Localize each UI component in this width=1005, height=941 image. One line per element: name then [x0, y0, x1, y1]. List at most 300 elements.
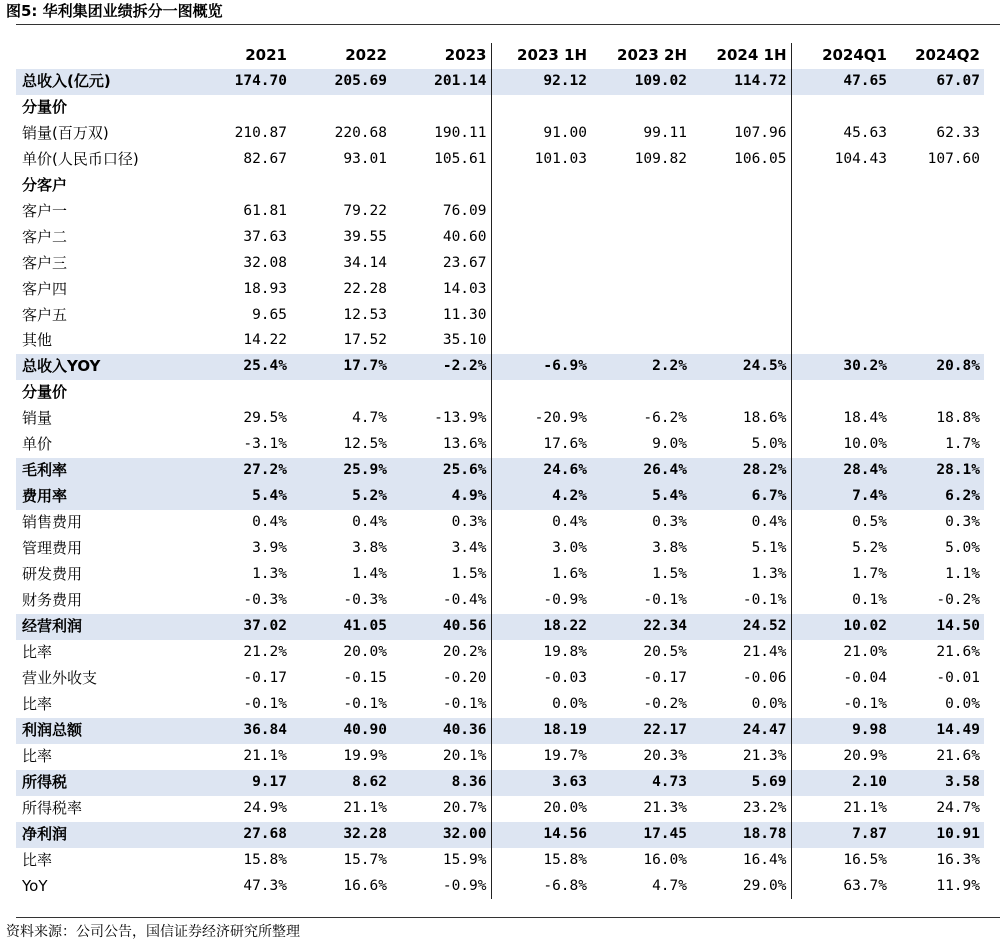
table-cell: 5.69 — [691, 770, 791, 796]
top-rule — [16, 24, 1000, 25]
table-row — [16, 484, 984, 510]
table-cell: 21.6% — [936, 747, 980, 764]
table-cell: 40.56 — [391, 614, 491, 640]
table-cell: 3.8% — [652, 540, 687, 557]
table-cell: 17.6% — [543, 436, 587, 453]
table-row — [16, 251, 984, 277]
row-label: YoY — [22, 876, 48, 895]
table-cell — [491, 173, 591, 199]
table-cell: 1.5% — [652, 566, 687, 583]
table-cell — [491, 251, 591, 277]
table-cell: 3.8% — [352, 540, 387, 557]
table-cell: -3.1% — [243, 436, 287, 453]
bottom-rule — [16, 917, 1000, 918]
table-cell: 107.96 — [691, 121, 791, 147]
table-row — [16, 614, 984, 640]
table-row — [16, 406, 984, 432]
table-cell: 5.4% — [591, 484, 691, 510]
table-cell: -0.03 — [543, 669, 587, 686]
table-cell — [591, 199, 691, 225]
table-cell: 20.8% — [891, 354, 984, 380]
table-cell: 3.9% — [252, 540, 287, 557]
table-row — [16, 173, 984, 199]
table-cell: 9.65 — [252, 306, 287, 323]
table-cell — [591, 277, 691, 303]
table-row — [16, 328, 984, 354]
table-cell: 8.62 — [291, 770, 391, 796]
row-label: 客户五 — [22, 305, 68, 324]
table-cell: 14.50 — [891, 614, 984, 640]
table-cell — [591, 251, 691, 277]
table-cell — [891, 95, 984, 121]
table-cell: 35.10 — [391, 328, 491, 354]
table-cell: 12.5% — [343, 436, 387, 453]
column-header: 2022 — [345, 46, 387, 64]
table-cell: 28.1% — [891, 458, 984, 484]
table-cell: 92.12 — [491, 69, 591, 95]
row-label: 比率 — [22, 694, 53, 713]
table-cell: 210.87 — [234, 124, 287, 141]
table-cell: 61.81 — [243, 202, 287, 219]
table-cell: 0.5% — [852, 514, 887, 531]
table-row — [16, 822, 984, 848]
table-cell: 7.4% — [791, 484, 891, 510]
table-row — [16, 69, 984, 95]
table-cell: 39.55 — [343, 228, 387, 245]
row-label: 总收入(亿元) — [16, 69, 191, 95]
table-row — [16, 458, 984, 484]
table-cell: 6.2% — [891, 484, 984, 510]
table-cell: 201.14 — [391, 69, 491, 95]
row-label: 管理费用 — [22, 539, 83, 558]
column-header: 2023 1H — [517, 46, 587, 64]
table-cell — [891, 328, 984, 354]
table-cell: 37.02 — [191, 614, 291, 640]
table-cell: 4.2% — [491, 484, 591, 510]
row-label: 毛利率 — [16, 458, 191, 484]
header-row — [16, 43, 984, 69]
table-row — [16, 874, 984, 900]
table-cell: 13.6% — [391, 432, 491, 458]
table-cell — [291, 95, 391, 121]
table-cell — [891, 277, 984, 303]
table-row — [16, 562, 984, 588]
table-cell — [791, 380, 891, 406]
table-cell: 76.09 — [391, 199, 491, 225]
row-label: 所得税率 — [22, 798, 83, 817]
table-cell: -0.01 — [936, 669, 980, 686]
table-cell — [791, 225, 891, 251]
table-cell: 14.22 — [243, 332, 287, 349]
table-cell: 0.1% — [852, 592, 887, 609]
table-row — [16, 147, 984, 173]
table-cell: -0.1% — [343, 695, 387, 712]
table-row — [16, 666, 984, 692]
row-label: 比率 — [22, 850, 53, 869]
table-cell: 24.7% — [936, 799, 980, 816]
table-cell: 32.28 — [291, 822, 391, 848]
table-cell: 1.1% — [945, 566, 980, 583]
table-cell: 79.22 — [343, 202, 387, 219]
table-cell: 9.98 — [791, 718, 891, 744]
table-cell — [291, 173, 391, 199]
table-cell: 16.3% — [936, 851, 980, 868]
financial-breakdown-table — [16, 43, 984, 899]
table-cell: 109.82 — [634, 150, 687, 167]
table-cell: 19.8% — [543, 643, 587, 660]
table-cell — [391, 380, 491, 406]
table-cell: 26.4% — [591, 458, 691, 484]
table-cell: 114.72 — [691, 69, 791, 95]
table-cell: 1.4% — [352, 566, 387, 583]
table-cell — [791, 251, 891, 277]
table-cell: 5.4% — [191, 484, 291, 510]
table-cell — [491, 303, 591, 329]
source-note: 资料来源：公司公告，国信证券经济研究所整理 — [6, 924, 300, 940]
table-cell — [891, 199, 984, 225]
table-row — [16, 95, 984, 121]
table-cell: 1.3% — [252, 566, 287, 583]
table-cell — [491, 277, 591, 303]
table-cell: 21.3% — [691, 744, 791, 770]
table-cell: 4.7% — [652, 877, 687, 894]
table-cell: 41.05 — [291, 614, 391, 640]
table-cell: -0.3% — [243, 592, 287, 609]
table-row — [16, 225, 984, 251]
table-cell: 23.67 — [391, 251, 491, 277]
row-label: 总收入YOY — [16, 354, 191, 380]
table-cell: 109.02 — [591, 69, 691, 95]
table-cell: 34.14 — [343, 254, 387, 271]
table-cell: 12.53 — [343, 306, 387, 323]
table-cell: 18.19 — [491, 718, 591, 744]
figure-title: 图5: 华利集团业绩拆分一图概览 — [6, 2, 223, 20]
table-cell: 205.69 — [291, 69, 391, 95]
row-label: 比率 — [22, 642, 53, 661]
table-row — [16, 432, 984, 458]
table-cell — [691, 277, 791, 303]
table-row — [16, 121, 984, 147]
table-cell: 1.6% — [552, 566, 587, 583]
table-cell: 21.1% — [843, 799, 887, 816]
table-cell: 1.7% — [945, 436, 980, 453]
row-label: 比率 — [22, 746, 53, 765]
table-cell: 27.2% — [191, 458, 291, 484]
table-cell: 11.9% — [936, 877, 980, 894]
row-label: 经营利润 — [16, 614, 191, 640]
table-cell: -0.2% — [936, 592, 980, 609]
table-cell: 0.3% — [652, 514, 687, 531]
table-cell: 8.36 — [391, 770, 491, 796]
column-header: 2024Q2 — [915, 46, 980, 64]
table-cell: 40.90 — [291, 718, 391, 744]
table-cell: -0.1% — [843, 695, 887, 712]
table-cell: -0.1% — [243, 695, 287, 712]
table-cell: 22.28 — [343, 280, 387, 297]
table-cell — [891, 225, 984, 251]
table-cell: 220.68 — [334, 124, 387, 141]
table-cell: 0.4% — [691, 510, 791, 536]
table-cell: 6.7% — [691, 484, 791, 510]
table-cell: -13.9% — [391, 406, 491, 432]
table-cell: -0.17 — [643, 669, 687, 686]
table-cell: 105.61 — [391, 147, 491, 173]
table-cell: 18.4% — [843, 410, 887, 427]
table-cell: 9.17 — [191, 770, 291, 796]
table-cell: 23.2% — [691, 796, 791, 822]
table-cell: 27.68 — [191, 822, 291, 848]
table-cell: 190.11 — [391, 121, 491, 147]
table-cell: 101.03 — [534, 150, 587, 167]
table-cell: -0.2% — [643, 695, 687, 712]
table-cell: 18.8% — [936, 410, 980, 427]
table-cell: 3.63 — [491, 770, 591, 796]
row-label: 费用率 — [16, 484, 191, 510]
table-row — [16, 692, 984, 718]
column-header: 2023 2H — [617, 46, 687, 64]
table-cell — [791, 173, 891, 199]
table-cell: 0.3% — [945, 514, 980, 531]
table-cell: 91.00 — [543, 124, 587, 141]
table-cell: 0.0% — [691, 692, 791, 718]
table-cell — [591, 380, 691, 406]
table-cell: -0.1% — [391, 692, 491, 718]
table-cell: 24.9% — [243, 799, 287, 816]
table-cell: 21.1% — [243, 747, 287, 764]
table-cell: 19.7% — [543, 747, 587, 764]
table-cell — [691, 303, 791, 329]
row-label: 客户二 — [22, 227, 68, 246]
row-label: 销量 — [22, 409, 53, 428]
table-cell — [191, 95, 291, 121]
table-cell: 5.1% — [691, 536, 791, 562]
table-cell: 32.00 — [391, 822, 491, 848]
table-cell: 15.7% — [343, 851, 387, 868]
table-cell: 21.2% — [243, 643, 287, 660]
table-cell: 37.63 — [243, 228, 287, 245]
table-cell: 28.2% — [691, 458, 791, 484]
table-cell: 5.0% — [691, 432, 791, 458]
table-cell: 32.08 — [243, 254, 287, 271]
table-cell: -0.9% — [543, 592, 587, 609]
table-cell: 20.2% — [391, 640, 491, 666]
table-cell: 15.8% — [243, 851, 287, 868]
table-cell: 3.58 — [891, 770, 984, 796]
table-cell: -0.4% — [391, 588, 491, 614]
table-cell — [791, 303, 891, 329]
table-cell: 16.6% — [343, 877, 387, 894]
table-cell: 4.7% — [352, 410, 387, 427]
row-label: 分量价 — [22, 383, 68, 402]
table-cell — [691, 328, 791, 354]
table-cell: 14.03 — [391, 277, 491, 303]
row-label: 客户三 — [22, 253, 68, 272]
table-cell — [491, 95, 591, 121]
table-cell: 14.49 — [891, 718, 984, 744]
table-row — [16, 277, 984, 303]
table-row — [16, 199, 984, 225]
table-cell: 18.6% — [691, 406, 791, 432]
table-cell: 21.1% — [343, 799, 387, 816]
table-cell: 36.84 — [191, 718, 291, 744]
table-cell: 3.0% — [552, 540, 587, 557]
table-cell: 30.2% — [791, 354, 891, 380]
row-label: 销售费用 — [22, 513, 83, 532]
table-cell: -0.17 — [243, 669, 287, 686]
table-row — [16, 380, 984, 406]
row-label: 单价 — [22, 435, 53, 454]
table-cell: 93.01 — [343, 150, 387, 167]
table-cell: 24.6% — [491, 458, 591, 484]
table-cell: 17.7% — [291, 354, 391, 380]
table-row — [16, 796, 984, 822]
table-cell — [591, 303, 691, 329]
table-row — [16, 848, 984, 874]
table-cell: 9.0% — [652, 436, 687, 453]
table-cell — [691, 173, 791, 199]
table-cell — [891, 251, 984, 277]
row-label: 净利润 — [16, 822, 191, 848]
table-cell: 174.70 — [191, 69, 291, 95]
table-cell: 0.4% — [352, 514, 387, 531]
column-header: 2021 — [245, 46, 287, 64]
table-cell — [491, 380, 591, 406]
table-cell: 25.4% — [191, 354, 291, 380]
table-cell: 20.0% — [343, 643, 387, 660]
table-cell: 20.3% — [643, 747, 687, 764]
table-cell — [191, 380, 291, 406]
table-cell: 10.0% — [843, 436, 887, 453]
table-cell: 16.5% — [843, 851, 887, 868]
table-cell — [791, 199, 891, 225]
table-cell: 1.5% — [391, 562, 491, 588]
table-cell: 22.34 — [591, 614, 691, 640]
table-cell: 1.7% — [852, 566, 887, 583]
table-cell: -0.1% — [643, 592, 687, 609]
table-cell: 24.47 — [691, 718, 791, 744]
table-cell: 21.0% — [843, 643, 887, 660]
table-cell: 16.4% — [691, 848, 791, 874]
table-cell: 21.4% — [691, 640, 791, 666]
table-cell: 14.56 — [491, 822, 591, 848]
table-cell — [691, 95, 791, 121]
table-cell: -0.06 — [691, 666, 791, 692]
table-cell: 17.45 — [591, 822, 691, 848]
table-cell: 15.9% — [391, 848, 491, 874]
table-cell: 20.0% — [543, 799, 587, 816]
table-cell — [291, 380, 391, 406]
table-cell: 5.2% — [852, 540, 887, 557]
table-cell: 11.30 — [391, 303, 491, 329]
table-cell: 45.63 — [843, 124, 887, 141]
row-label: 利润总额 — [16, 718, 191, 744]
table-row — [16, 770, 984, 796]
table-row — [16, 640, 984, 666]
table-cell: 29.5% — [243, 410, 287, 427]
table-cell: 99.11 — [643, 124, 687, 141]
table-cell: 0.4% — [252, 514, 287, 531]
table-cell — [591, 225, 691, 251]
row-label: 研发费用 — [22, 565, 83, 584]
table-row — [16, 744, 984, 770]
table-cell: 15.8% — [543, 851, 587, 868]
row-label: 财务费用 — [22, 591, 83, 610]
table-cell: 25.9% — [291, 458, 391, 484]
table-cell: -0.1% — [691, 588, 791, 614]
table-cell: -6.9% — [491, 354, 591, 380]
table-cell: 18.22 — [491, 614, 591, 640]
table-cell: 104.43 — [834, 150, 887, 167]
column-header: 2024Q1 — [822, 46, 887, 64]
table-cell: 63.7% — [843, 877, 887, 894]
table-cell: 2.10 — [791, 770, 891, 796]
table-cell: 20.9% — [843, 747, 887, 764]
table-cell — [391, 95, 491, 121]
row-label: 分客户 — [22, 175, 68, 194]
table-cell: -0.20 — [391, 666, 491, 692]
table-cell — [591, 173, 691, 199]
table-cell — [791, 328, 891, 354]
table-cell: 7.87 — [791, 822, 891, 848]
row-label: 营业外收支 — [22, 668, 98, 687]
table-cell — [591, 95, 691, 121]
row-label: 销量(百万双) — [22, 123, 109, 142]
table-cell — [891, 173, 984, 199]
table-cell: 4.73 — [591, 770, 691, 796]
table-cell: 22.17 — [591, 718, 691, 744]
table-body — [16, 69, 984, 900]
table-cell — [491, 199, 591, 225]
table-cell: 10.91 — [891, 822, 984, 848]
header-corner — [16, 43, 191, 69]
table-cell: 1.3% — [691, 562, 791, 588]
table-cell: 21.6% — [936, 643, 980, 660]
table-cell: -0.15 — [343, 669, 387, 686]
column-header: 2024 1H — [691, 43, 791, 69]
table-cell: 67.07 — [891, 69, 984, 95]
table-cell: -20.9% — [534, 410, 587, 427]
table-cell — [691, 380, 791, 406]
table-cell — [691, 225, 791, 251]
row-label: 单价(人民币口径) — [22, 149, 139, 168]
table-cell: 107.60 — [927, 150, 980, 167]
table-cell — [491, 328, 591, 354]
table-cell: 0.0% — [945, 695, 980, 712]
table-cell: 47.3% — [243, 877, 287, 894]
table-cell — [891, 380, 984, 406]
table-cell: 4.9% — [391, 484, 491, 510]
table-cell: 0.0% — [552, 695, 587, 712]
column-header: 2023 — [391, 43, 491, 69]
table-cell: 10.02 — [791, 614, 891, 640]
table-cell — [491, 225, 591, 251]
table-row — [16, 588, 984, 614]
table-cell: 18.78 — [691, 822, 791, 848]
table-cell: 17.52 — [343, 332, 387, 349]
table-cell: 47.65 — [791, 69, 891, 95]
table-cell: 28.4% — [791, 458, 891, 484]
table-row — [16, 536, 984, 562]
table-cell — [391, 173, 491, 199]
table-cell: 24.5% — [691, 354, 791, 380]
table-cell — [591, 328, 691, 354]
table-row — [16, 718, 984, 744]
table-cell: -0.3% — [343, 592, 387, 609]
table-cell: -2.2% — [391, 354, 491, 380]
table-cell: 16.0% — [643, 851, 687, 868]
table-cell: 20.5% — [643, 643, 687, 660]
table-cell: 2.2% — [591, 354, 691, 380]
